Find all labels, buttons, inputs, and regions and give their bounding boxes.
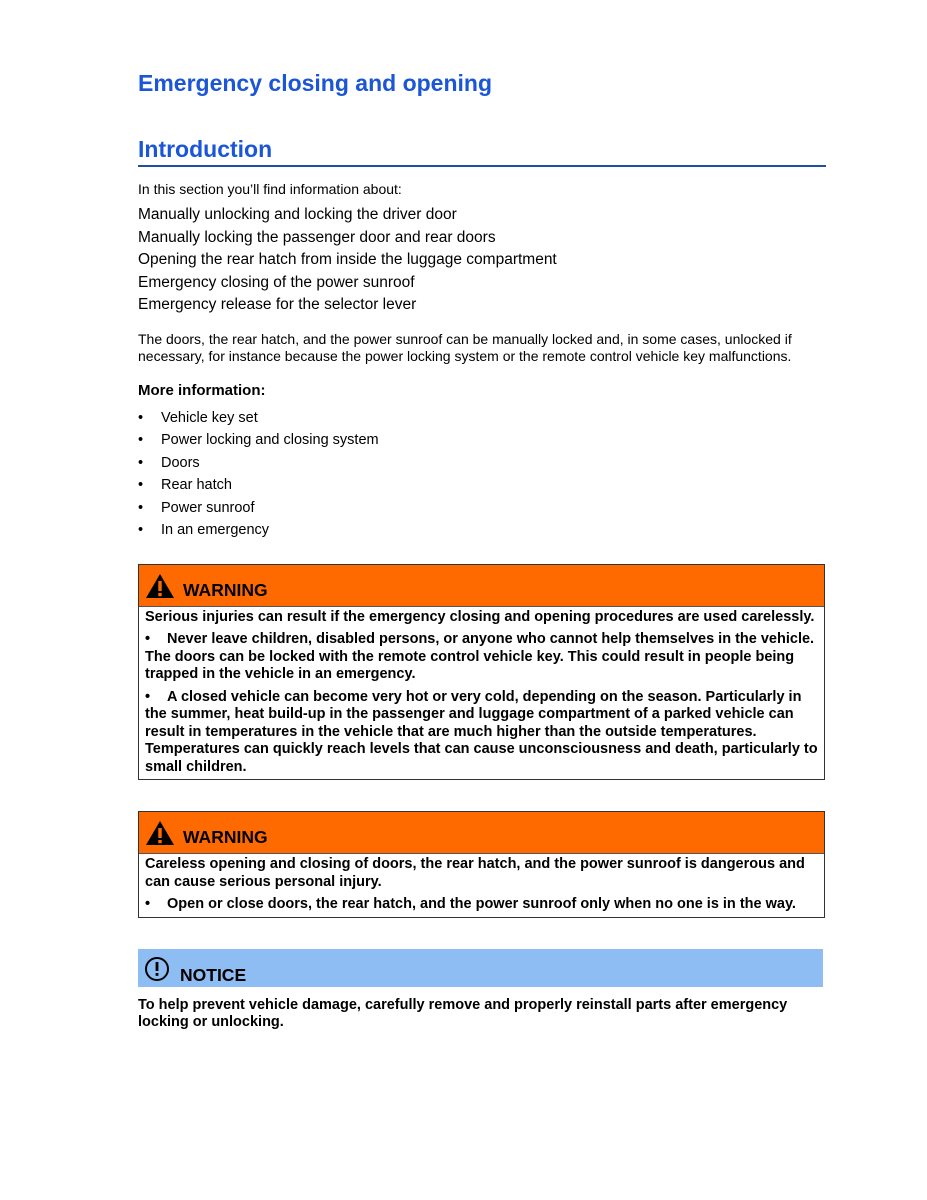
list-item: • Power sunroof [138,497,826,520]
notice-header [138,949,823,987]
bullet-icon: • [138,409,144,426]
bullet-icon: • [145,631,151,647]
bullet-icon: • [138,477,144,493]
more-info-list [138,407,826,542]
page-title: Emergency closing and opening [138,70,493,96]
topic-item: Manually unlocking and locking the driver door [138,206,457,223]
list-item: • In an emergency [138,519,826,542]
bullet-icon: • [138,522,144,538]
warning-bullet: • Never leave children, disabled persons, or anyone who cannot help themselves in the vehicle. The doors can be locked with the remote control vehicle key. This could result in people being trapped in the vehicle in an emergency. [145,631,815,682]
warning-box [138,564,825,781]
intro-lead: In this section you’ll find information about: [138,181,402,197]
warning-bullet: • A closed vehicle can become very hot or very cold, depending on the season. Particularly in the summer, heat build-up in the passenger and luggage compartment of a parked vehicle can result in temperatures in the vehicle that are much higher than the outside temperatures. Temperatures can quickly reach levels that can cause unconsciousness and death, particularly to small children. [145,688,818,775]
bullet-icon: • [138,454,144,471]
warning-header [139,812,824,854]
list-item: • Doors [138,452,826,475]
warning-intro: Careless opening and closing of doors, the rear hatch, and the power sunroof is dangerous and can cause serious personal injury. [145,856,805,890]
topic-item: Manually locking the passenger door and rear doors [138,228,496,246]
warning-body [139,607,824,780]
warning-triangle-icon [145,573,175,599]
topic-item: Emergency closing of the power sunroof [138,273,415,291]
bullet-icon: • [138,432,144,448]
warning-label: WARNING [183,827,268,847]
intro-paragraph: The doors, the rear hatch, and the power sunroof can be manually locked and, in some cases, unlocked if necessary, for instance because the power locking system or the remote control vehicle key malfunctions. [138,330,792,364]
topic-item: Emergency release for the selector lever [138,296,417,313]
warning-triangle-icon [145,820,175,846]
topic-list [138,204,826,317]
warning-label: WARNING [183,579,268,600]
list-item: • Vehicle key set [138,407,826,430]
section-heading: Introduction [138,134,826,167]
list-item: • Rear hatch [138,474,826,497]
warning-header [139,565,824,607]
warning-intro: Serious injuries can result if the emergency closing and opening procedures are used carelessly. [145,608,815,625]
topic-item: Opening the rear hatch from inside the luggage compartment [138,251,557,268]
warning-body [139,854,824,917]
warning-bullet: • Open or close doors, the rear hatch, and the power sunroof only when no one is in the way. [145,896,796,912]
exclamation-circle-icon [144,956,170,982]
list-item: • Power locking and closing system [138,429,826,452]
document-page [138,68,826,1032]
notice-text: To help prevent vehicle damage, carefully remove and properly reinstall parts after emergency locking or unlocking. [138,996,788,1030]
more-info-title: More information: [138,381,266,399]
notice-label: NOTICE [180,964,247,985]
warning-box [138,811,825,918]
bullet-icon: • [145,688,151,705]
bullet-icon: • [145,896,151,912]
bullet-icon: • [138,499,144,516]
